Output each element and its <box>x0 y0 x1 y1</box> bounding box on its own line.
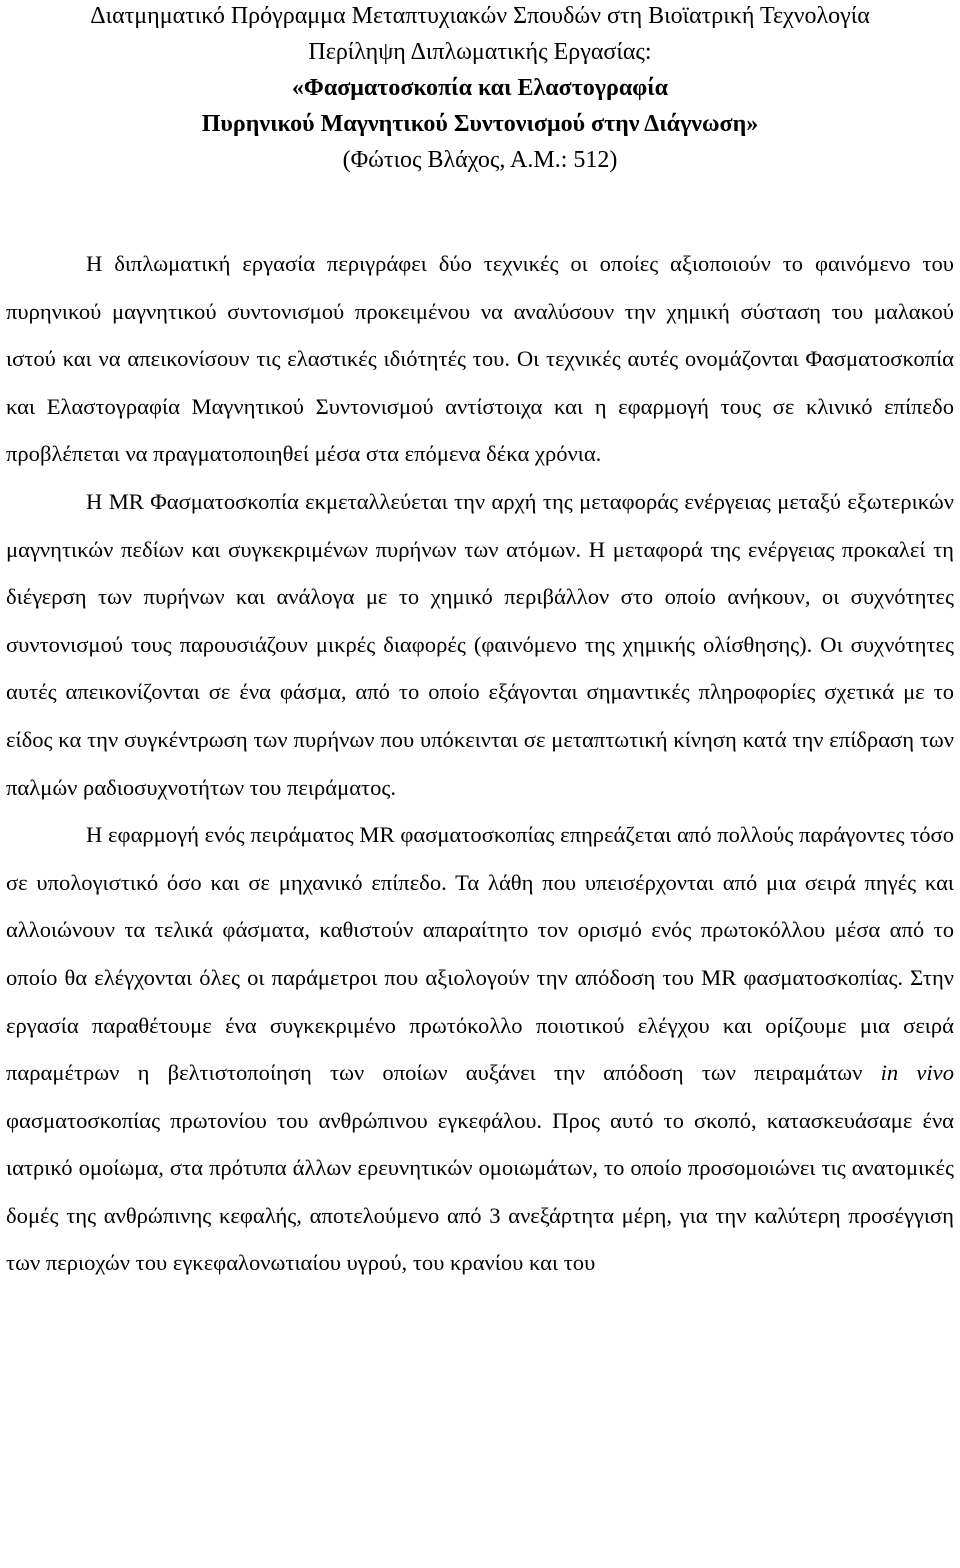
paragraph-3-part-1: Η εφαρμογή ενός πειράματος MR φασματοσκοπίας επηρεάζεται από πολλούς παράγοντες τόσο σε υπολογιστικό όσο και σε μηχανικό επίπεδο. Τα λάθη που υπεισέρχονται από μια σειρά πηγές και αλλοιώνουν τα τελικά φάσματα, καθιστούν απαραίτητο τον ορισμό ενός πρωτοκόλλου μέσα από το οποίο θα ελέγχονται όλες οι παράμετροι που αξιολογούν την απόδοση του MR φασματοσκοπίας. Στην εργασία παραθέτουμε ένα συγκεκριμένο πρωτόκολλο ποιοτικού ελέγχου και ορίζουμε μια σειρά παραμέτρων η βελτιστοποίηση των οποίων αυξάνει την απόδοση των πειραμάτων <box>6 822 954 1086</box>
thesis-title-line-2: Πυρηνικού Μαγνητικού Συντονισμού στην Διάγνωση» <box>201 111 759 137</box>
paragraph-3 <box>6 811 954 1287</box>
document-header <box>6 0 954 178</box>
header-spacer <box>6 178 954 240</box>
paragraph-2: Η MR Φασματοσκοπία εκμεταλλεύεται την αρχή της μεταφοράς ενέργειας μεταξύ εξωτερικών μαγνητικών πεδίων και συγκεκριμένων πυρήνων των ατόμων. Η μεταφορά της ενέργειας προκαλεί τη διέγερση των πυρήνων και ανάλογα με το χημικό περιβάλλον στο οποίο ανήκουν, οι συχνότητες συντονισμού τους παρουσιάζουν μικρές διαφορές (φαινόμενο της χημικής ολίσθησης). Οι συχνότητες αυτές απεικονίζονται σε ένα φάσμα, από το οποίο εξάγονται σημαντικές πληροφορίες σχετικά με το είδος κα την συγκέντρωση των πυρήνων που υπόκεινται σε μεταπτωτική κίνηση κατά την επίδραση των παλμών ραδιοσυχνοτήτων του πειράματος. <box>6 488 954 800</box>
program-title: Διατμηματικό Πρόγραμμα Μεταπτυχιακών Σπουδών στη Βιοϊατρική Τεχνολογία <box>90 3 870 29</box>
paragraph-3-italic-term: in vivo <box>880 1060 954 1086</box>
thesis-title-line-1: «Φασματοσκοπία και Ελαστογραφία <box>291 75 669 101</box>
author-line: (Φώτιος Βλάχος, Α.Μ.: 512) <box>342 147 618 173</box>
document-body <box>6 240 954 1287</box>
summary-label: Περίληψη Διπλωματικής Εργασίας: <box>308 39 652 65</box>
paragraph-3-part-2: φασματοσκοπίας πρωτονίου του ανθρώπινου εγκεφάλου. Προς αυτό το σκοπό, κατασκευάσαμε ένα ιατρικό ομοίωμα, στα πρότυπα άλλων ερευνητικών ομοιωμάτων, το οποίο προσομοιώνει τις ανατομικές δομές της ανθρώπινης κεφαλής, αποτελούμενο από 3 ανεξάρτητα μέρη, για την καλύτερη προσέγγιση των περιοχών του εγκεφαλονωτιαίου υγρού, του κρανίου και του <box>6 1107 954 1276</box>
paragraph-1: Η διπλωματική εργασία περιγράφει δύο τεχνικές οι οποίες αξιοποιούν το φαινόμενο του πυρηνικού μαγνητικού συντονισμού προκειμένου να αναλύσουν την χημική σύσταση του μαλακού ιστού και να απεικονίσουν τις ελαστικές ιδιότητές του. Οι τεχνικές αυτές ονομάζονται Φασματοσκοπία και Ελαστογραφία Μαγνητικού Συντονισμού αντίστοιχα και η εφαρμογή τους σε κλινικό επίπεδο προβλέπεται να πραγματοποιηθεί μέσα στα επόμενα δέκα χρόνια. <box>6 251 954 467</box>
